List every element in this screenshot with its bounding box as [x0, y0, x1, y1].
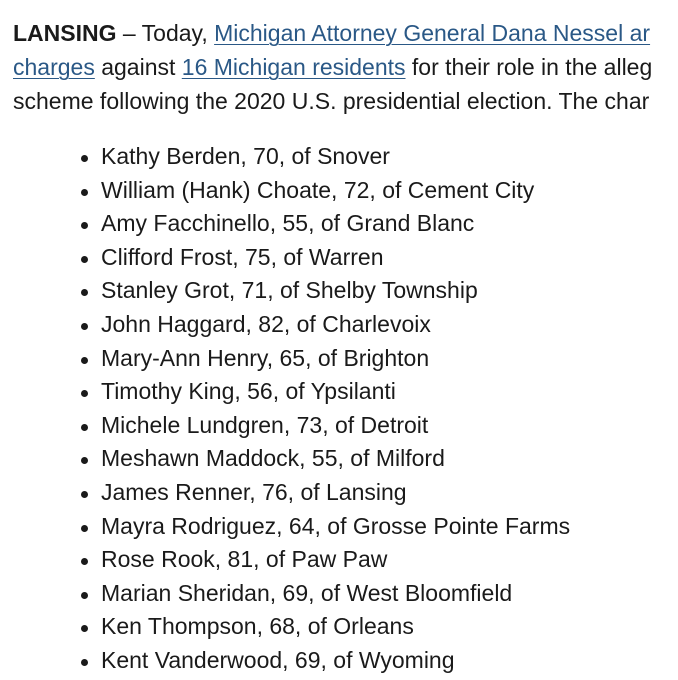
against-text: against — [94, 54, 182, 80]
bullet-icon — [81, 558, 88, 565]
bullet-icon — [81, 424, 88, 431]
article-body — [13, 16, 678, 678]
role-text: for their role in the alleg — [405, 54, 653, 80]
residents-link[interactable]: 16 Michigan residents — [181, 54, 406, 80]
intro-line-2 — [13, 50, 678, 84]
bullet-icon — [81, 457, 88, 464]
bullet-icon — [81, 390, 88, 397]
intro-paragraph — [13, 16, 678, 118]
list-item — [13, 375, 678, 409]
charges-link[interactable]: charges — [13, 54, 95, 80]
list-item — [13, 610, 678, 644]
list-item — [13, 644, 678, 678]
list-item — [13, 510, 678, 544]
defendant-name: William (Hank) Choate, 72, of Cement City — [101, 176, 535, 203]
defendant-name: Amy Facchinello, 55, of Grand Blanc — [101, 210, 475, 237]
defendants-list — [13, 140, 678, 678]
bullet-icon — [81, 323, 88, 330]
defendant-name: Michele Lundgren, 73, of Detroit — [101, 411, 429, 438]
intro-line-3 — [13, 84, 678, 118]
dateline-dash-text: – Today, — [116, 20, 215, 46]
attorney-general-link[interactable]: Michigan Attorney General Dana Nessel ar — [214, 20, 651, 46]
bullet-icon — [81, 289, 88, 296]
list-item — [13, 409, 678, 443]
defendant-name: Mayra Rodriguez, 64, of Grosse Pointe Farms — [101, 512, 571, 539]
list-item — [13, 442, 678, 476]
list-item — [13, 140, 678, 174]
bullet-icon — [81, 592, 88, 599]
defendant-name: Marian Sheridan, 69, of West Bloomfield — [101, 579, 513, 606]
list-item — [13, 577, 678, 611]
list-item — [13, 476, 678, 510]
list-item — [13, 207, 678, 241]
dateline: LANSING — [13, 20, 117, 46]
defendant-name: Rose Rook, 81, of Paw Paw — [101, 546, 388, 573]
list-item — [13, 274, 678, 308]
defendant-name: Meshawn Maddock, 55, of Milford — [101, 445, 445, 472]
defendant-name: Ken Thompson, 68, of Orleans — [101, 613, 414, 640]
defendant-name: Stanley Grot, 71, of Shelby Township — [101, 277, 478, 304]
list-item — [13, 543, 678, 577]
list-item — [13, 241, 678, 275]
list-item — [13, 308, 678, 342]
bullet-icon — [81, 222, 88, 229]
defendant-name: Kent Vanderwood, 69, of Wyoming — [101, 646, 455, 673]
bullet-icon — [81, 189, 88, 196]
defendant-name: John Haggard, 82, of Charlevoix — [101, 310, 431, 337]
bullet-icon — [81, 525, 88, 532]
defendant-name: Mary-Ann Henry, 65, of Brighton — [101, 344, 430, 371]
intro-line-1 — [13, 16, 678, 50]
bullet-icon — [81, 491, 88, 498]
bullet-icon — [81, 155, 88, 162]
bullet-icon — [81, 256, 88, 263]
scheme-text: scheme following the 2020 U.S. presidential election. The char — [13, 88, 650, 114]
defendant-name: Timothy King, 56, of Ypsilanti — [101, 378, 396, 405]
list-item — [13, 174, 678, 208]
defendant-name: James Renner, 76, of Lansing — [101, 478, 407, 505]
bullet-icon — [81, 357, 88, 364]
list-item — [13, 342, 678, 376]
defendant-name: Kathy Berden, 70, of Snover — [101, 143, 390, 169]
defendant-name: Clifford Frost, 75, of Warren — [101, 243, 384, 270]
bullet-icon — [81, 625, 88, 632]
bullet-icon — [81, 659, 88, 666]
